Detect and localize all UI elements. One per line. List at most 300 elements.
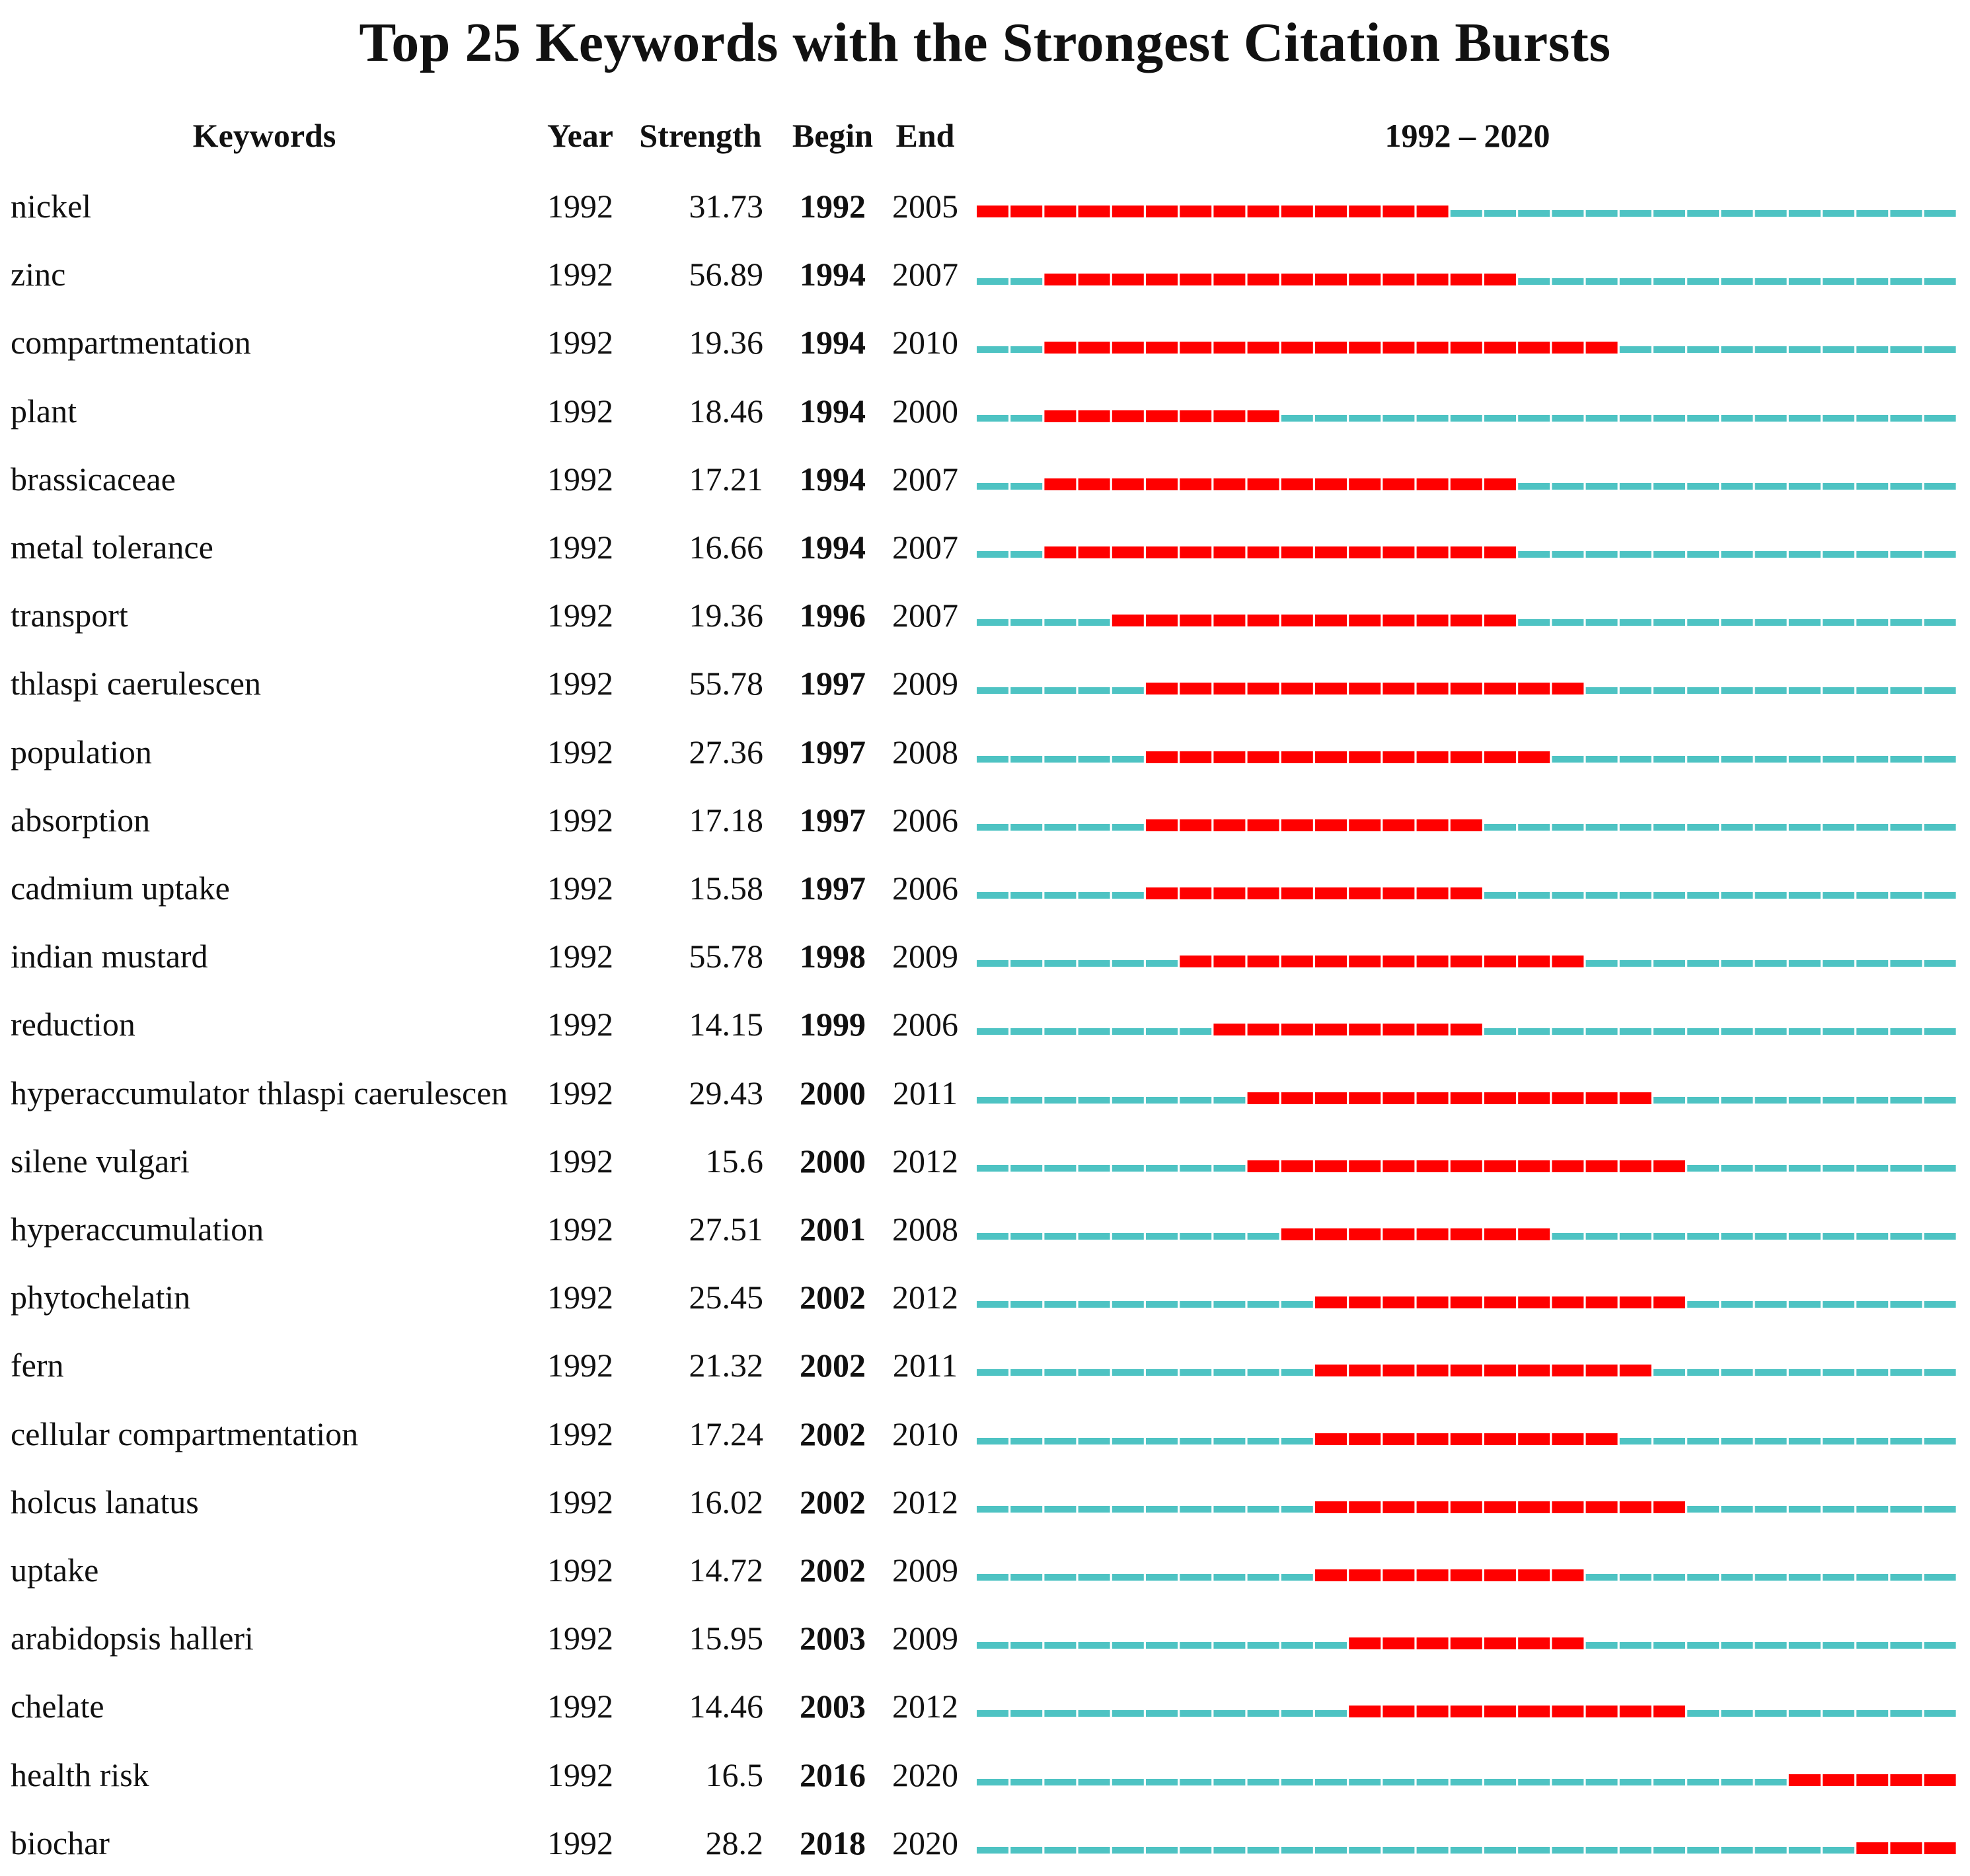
timeline-segment — [1653, 1847, 1685, 1854]
timeline-segment — [1924, 1506, 1956, 1513]
burst-timeline — [977, 1469, 1958, 1535]
timeline-segment — [977, 756, 1008, 763]
timeline-segment — [1687, 824, 1719, 831]
timeline-segment — [1112, 756, 1144, 763]
timeline-segment — [1687, 1574, 1719, 1581]
timeline-segment — [1484, 892, 1516, 899]
timeline-segment — [1755, 1438, 1787, 1445]
begin-cell: 1998 — [800, 938, 866, 975]
timeline-segment — [1721, 1301, 1753, 1308]
table-row — [0, 991, 1970, 1057]
timeline-segment — [1721, 1369, 1753, 1376]
timeline-segment — [1586, 892, 1618, 899]
burst-segment — [1823, 1774, 1854, 1786]
burst-timeline — [977, 378, 1958, 444]
burst-segment — [1383, 1160, 1414, 1172]
burst-segment — [1383, 751, 1414, 763]
timeline-segment — [1248, 1506, 1279, 1513]
keyword-cell: absorption — [11, 801, 151, 839]
table-row — [0, 1264, 1970, 1330]
table-row — [0, 514, 1970, 580]
burst-segment — [1079, 410, 1110, 422]
burst-segment — [1315, 1092, 1347, 1104]
burst-segment — [1044, 410, 1076, 422]
burst-segment — [1620, 1501, 1651, 1513]
timeline-segment — [1213, 1779, 1245, 1785]
burst-segment — [1349, 819, 1381, 831]
timeline-segment — [1620, 210, 1651, 217]
timeline-segment — [1755, 619, 1787, 626]
timeline-segment — [1079, 824, 1110, 831]
burst-segment — [1315, 546, 1347, 558]
timeline-segment — [1856, 1574, 1888, 1581]
strength-cell: 18.46 — [689, 392, 763, 430]
timeline-segment — [1180, 1847, 1211, 1854]
strength-cell: 16.66 — [689, 529, 763, 566]
timeline-segment — [1890, 551, 1922, 558]
keyword-cell: zinc — [11, 256, 66, 293]
begin-cell: 2000 — [800, 1142, 866, 1180]
timeline-segment — [1924, 892, 1956, 899]
burst-segment — [1383, 615, 1414, 626]
timeline-segment — [977, 1301, 1008, 1308]
timeline-segment — [977, 278, 1008, 285]
burst-segment — [1653, 1501, 1685, 1513]
timeline-segment — [1823, 278, 1854, 285]
timeline-segment — [1721, 892, 1753, 899]
strength-cell: 55.78 — [689, 665, 763, 702]
begin-cell: 2002 — [800, 1483, 866, 1520]
header-end: End — [895, 117, 955, 154]
end-cell: 2007 — [892, 460, 958, 498]
timeline-segment — [1721, 483, 1753, 490]
burst-segment — [1417, 274, 1449, 285]
timeline-segment — [1721, 1506, 1753, 1513]
burst-segment — [1518, 751, 1550, 763]
timeline-segment — [1248, 1847, 1279, 1854]
timeline-segment — [1789, 1574, 1821, 1581]
timeline-segment — [1653, 1438, 1685, 1445]
timeline-segment — [1281, 1369, 1313, 1376]
timeline-segment — [1044, 1165, 1076, 1172]
burst-segment — [1180, 410, 1211, 422]
burst-segment — [1248, 478, 1279, 490]
keyword-cell: metal tolerance — [11, 529, 213, 566]
timeline-segment — [1281, 415, 1313, 422]
timeline-segment — [1721, 346, 1753, 353]
timeline-segment — [977, 1097, 1008, 1104]
timeline-segment — [1890, 415, 1922, 422]
timeline-segment — [1044, 1574, 1076, 1581]
begin-cell: 1997 — [800, 801, 866, 839]
timeline-segment — [1180, 1438, 1211, 1445]
burst-segment — [1281, 546, 1313, 558]
burst-segment — [1112, 342, 1144, 354]
timeline-segment — [1180, 1301, 1211, 1308]
burst-segment — [1383, 1024, 1414, 1035]
table-row — [0, 719, 1970, 785]
burst-segment — [1349, 546, 1381, 558]
begin-cell: 2003 — [800, 1620, 866, 1657]
burst-timeline — [977, 1401, 1958, 1467]
end-cell: 2008 — [892, 1211, 958, 1248]
timeline-segment — [1890, 960, 1922, 967]
burst-segment — [1417, 1160, 1449, 1172]
burst-segment — [1586, 1501, 1618, 1513]
burst-segment — [1890, 1774, 1922, 1786]
timeline-segment — [1687, 960, 1719, 967]
strength-cell: 17.18 — [689, 801, 763, 839]
timeline-segment — [977, 1233, 1008, 1240]
strength-cell: 17.24 — [689, 1415, 763, 1452]
timeline-segment — [1079, 619, 1110, 626]
header-strength: Strength — [639, 117, 762, 154]
burst-segment — [1383, 274, 1414, 285]
burst-segment — [1383, 1228, 1414, 1240]
timeline-segment — [1687, 1097, 1719, 1104]
year-cell: 1992 — [547, 597, 613, 634]
begin-cell: 1997 — [800, 665, 866, 702]
keyword-cell: chelate — [11, 1688, 104, 1725]
timeline-segment — [1755, 415, 1787, 422]
burst-segment — [1518, 342, 1550, 354]
burst-segment — [1451, 1228, 1482, 1240]
timeline-segment — [1924, 483, 1956, 490]
begin-cell: 1994 — [800, 392, 866, 430]
burst-segment — [1383, 1637, 1414, 1649]
burst-segment — [1315, 1569, 1347, 1581]
burst-segment — [1281, 1160, 1313, 1172]
timeline-segment — [1890, 687, 1922, 694]
burst-segment — [1180, 206, 1211, 217]
timeline-segment — [1789, 1097, 1821, 1104]
timeline-segment — [1484, 824, 1516, 831]
timeline-segment — [1079, 1438, 1110, 1445]
keyword-cell: indian mustard — [11, 938, 208, 975]
timeline-segment — [1079, 1233, 1110, 1240]
burst-segment — [1281, 1228, 1313, 1240]
burst-segment — [1079, 274, 1110, 285]
timeline-segment — [1112, 1165, 1144, 1172]
burst-segment — [1349, 1092, 1381, 1104]
burst-segment — [1248, 887, 1279, 899]
burst-segment — [1383, 206, 1414, 217]
timeline-segment — [1146, 1028, 1178, 1035]
burst-segment — [1484, 478, 1516, 490]
timeline-segment — [1823, 1165, 1854, 1172]
burst-segment — [1451, 1024, 1482, 1035]
burst-segment — [1586, 1365, 1618, 1376]
burst-segment — [1451, 1296, 1482, 1308]
burst-segment — [1552, 1365, 1583, 1376]
burst-timeline — [977, 991, 1958, 1057]
timeline-segment — [1010, 687, 1042, 694]
burst-segment — [1349, 1501, 1381, 1513]
timeline-segment — [977, 415, 1008, 422]
end-cell: 2006 — [892, 801, 958, 839]
begin-cell: 1996 — [800, 597, 866, 634]
burst-timeline — [977, 1810, 1958, 1876]
burst-segment — [1146, 683, 1178, 694]
year-cell: 1992 — [547, 460, 613, 498]
table-row — [0, 1537, 1970, 1603]
burst-timeline — [977, 923, 1958, 989]
burst-segment — [1281, 1024, 1313, 1035]
timeline-segment — [1755, 1097, 1787, 1104]
timeline-segment — [1687, 1301, 1719, 1308]
timeline-segment — [1552, 1028, 1583, 1035]
timeline-segment — [1687, 1642, 1719, 1649]
timeline-segment — [1653, 483, 1685, 490]
timeline-segment — [1518, 1847, 1550, 1854]
timeline-segment — [1687, 1233, 1719, 1240]
timeline-segment — [1687, 1710, 1719, 1717]
keyword-cell: hyperaccumulator thlaspi caerulescen — [11, 1074, 508, 1111]
timeline-segment — [1721, 278, 1753, 285]
year-cell: 1992 — [547, 1483, 613, 1520]
timeline-segment — [1180, 1028, 1211, 1035]
timeline-segment — [1586, 278, 1618, 285]
timeline-segment — [1721, 824, 1753, 831]
burst-segment — [1484, 1365, 1516, 1376]
burst-segment — [1315, 1433, 1347, 1445]
timeline-segment — [1079, 1574, 1110, 1581]
burst-segment — [1417, 1501, 1449, 1513]
timeline-segment — [1213, 1506, 1245, 1513]
year-cell: 1992 — [547, 256, 613, 293]
timeline-segment — [1721, 1642, 1753, 1649]
timeline-segment — [1315, 415, 1347, 422]
burst-segment — [1484, 956, 1516, 967]
burst-segment — [1586, 1706, 1618, 1717]
strength-cell: 31.73 — [689, 188, 763, 225]
timeline-segment — [1890, 1438, 1922, 1445]
burst-segment — [1281, 956, 1313, 967]
timeline-segment — [1653, 1028, 1685, 1035]
burst-timeline — [977, 1605, 1958, 1671]
strength-cell: 16.5 — [705, 1756, 763, 1793]
timeline-segment — [1789, 1438, 1821, 1445]
timeline-segment — [1823, 210, 1854, 217]
end-cell: 2007 — [892, 256, 958, 293]
burst-segment — [1349, 1433, 1381, 1445]
timeline-segment — [1248, 1779, 1279, 1785]
burst-segment — [1146, 615, 1178, 626]
timeline-segment — [1044, 1506, 1076, 1513]
timeline-segment — [1315, 1847, 1347, 1854]
timeline-segment — [1620, 1847, 1651, 1854]
timeline-segment — [1620, 1779, 1651, 1785]
burst-segment — [1315, 956, 1347, 967]
timeline-segment — [1180, 1779, 1211, 1785]
timeline-segment — [1755, 1506, 1787, 1513]
timeline-segment — [1079, 1301, 1110, 1308]
burst-segment — [1383, 683, 1414, 694]
timeline-segment — [1484, 1779, 1516, 1785]
timeline-segment — [1924, 278, 1956, 285]
burst-segment — [1451, 342, 1482, 354]
burst-segment — [1315, 1228, 1347, 1240]
burst-segment — [1518, 683, 1550, 694]
timeline-segment — [1620, 278, 1651, 285]
timeline-segment — [977, 824, 1008, 831]
timeline-segment — [1687, 346, 1719, 353]
burst-segment — [1213, 683, 1245, 694]
timeline-segment — [1518, 892, 1550, 899]
burst-segment — [1315, 342, 1347, 354]
burst-segment — [1451, 1501, 1482, 1513]
timeline-segment — [1079, 1642, 1110, 1649]
burst-segment — [1281, 819, 1313, 831]
timeline-segment — [1653, 415, 1685, 422]
burst-segment — [1417, 819, 1449, 831]
burst-segment — [1213, 615, 1245, 626]
timeline-segment — [1079, 1369, 1110, 1376]
timeline-segment — [1044, 687, 1076, 694]
timeline-segment — [1924, 1710, 1956, 1717]
timeline-segment — [1281, 1506, 1313, 1513]
timeline-segment — [1451, 415, 1482, 422]
table-row — [0, 378, 1970, 444]
burst-timeline — [977, 514, 1958, 580]
timeline-segment — [1890, 1097, 1922, 1104]
timeline-segment — [1890, 210, 1922, 217]
timeline-segment — [1281, 1779, 1313, 1785]
table-row — [0, 1673, 1970, 1739]
timeline-segment — [1687, 619, 1719, 626]
timeline-segment — [1721, 687, 1753, 694]
burst-segment — [1010, 206, 1042, 217]
timeline-segment — [1010, 1574, 1042, 1581]
year-cell: 1992 — [547, 801, 613, 839]
timeline-segment — [1518, 824, 1550, 831]
end-cell: 2012 — [892, 1279, 958, 1316]
timeline-segment — [1789, 619, 1821, 626]
timeline-segment — [1856, 1165, 1888, 1172]
timeline-segment — [1924, 1097, 1956, 1104]
burst-segment — [1281, 274, 1313, 285]
burst-segment — [1315, 206, 1347, 217]
timeline-segment — [1112, 960, 1144, 967]
burst-segment — [1349, 206, 1381, 217]
year-cell: 1992 — [547, 1211, 613, 1248]
timeline-segment — [1789, 210, 1821, 217]
timeline-segment — [1620, 960, 1651, 967]
year-cell: 1992 — [547, 1552, 613, 1589]
burst-segment — [1518, 956, 1550, 967]
timeline-segment — [1112, 824, 1144, 831]
timeline-segment — [1484, 415, 1516, 422]
burst-segment — [1315, 1024, 1347, 1035]
timeline-segment — [1653, 1369, 1685, 1376]
timeline-segment — [1755, 551, 1787, 558]
keyword-cell: holcus lanatus — [11, 1483, 199, 1520]
timeline-segment — [977, 687, 1008, 694]
burst-segment — [1552, 1092, 1583, 1104]
timeline-segment — [1924, 346, 1956, 353]
timeline-segment — [1789, 1642, 1821, 1649]
timeline-segment — [1620, 1574, 1651, 1581]
begin-cell: 2001 — [800, 1211, 866, 1248]
year-cell: 1992 — [547, 1756, 613, 1793]
timeline-segment — [1213, 1710, 1245, 1717]
timeline-segment — [1146, 1369, 1178, 1376]
timeline-segment — [1721, 1574, 1753, 1581]
timeline-segment — [1755, 1779, 1787, 1785]
timeline-segment — [1687, 483, 1719, 490]
burst-segment — [1349, 478, 1381, 490]
burst-segment — [1281, 615, 1313, 626]
timeline-segment — [1248, 1710, 1279, 1717]
timeline-segment — [1924, 1438, 1956, 1445]
burst-segment — [1180, 546, 1211, 558]
timeline-segment — [1010, 1710, 1042, 1717]
burst-segment — [1451, 1433, 1482, 1445]
header-begin: Begin — [792, 117, 874, 154]
keyword-cell: biochar — [11, 1824, 110, 1861]
burst-segment — [1417, 1092, 1449, 1104]
burst-segment — [1620, 1296, 1651, 1308]
burst-segment — [1417, 956, 1449, 967]
burst-segment — [1112, 615, 1144, 626]
timeline-segment — [1044, 892, 1076, 899]
timeline-segment — [1789, 415, 1821, 422]
timeline-segment — [1856, 1642, 1888, 1649]
timeline-segment — [1755, 1301, 1787, 1308]
burst-segment — [1213, 1024, 1245, 1035]
timeline-segment — [1620, 346, 1651, 353]
timeline-segment — [1518, 278, 1550, 285]
timeline-segment — [1890, 756, 1922, 763]
burst-segment — [1315, 751, 1347, 763]
burst-segment — [1586, 1092, 1618, 1104]
timeline-segment — [1248, 1301, 1279, 1308]
burst-segment — [1518, 1296, 1550, 1308]
timeline-segment — [1112, 1438, 1144, 1445]
timeline-segment — [1755, 1028, 1787, 1035]
strength-cell: 19.36 — [689, 324, 763, 361]
timeline-segment — [1146, 1233, 1178, 1240]
timeline-segment — [1789, 1369, 1821, 1376]
timeline-segment — [1721, 1847, 1753, 1854]
table-row — [0, 173, 1970, 239]
timeline-segment — [1552, 551, 1583, 558]
timeline-segment — [1924, 756, 1956, 763]
keyword-cell: fern — [11, 1347, 64, 1384]
timeline-segment — [1010, 1097, 1042, 1104]
timeline-segment — [1721, 960, 1753, 967]
timeline-segment — [1213, 1574, 1245, 1581]
burst-timeline — [977, 1673, 1958, 1739]
timeline-segment — [1789, 551, 1821, 558]
keyword-cell: cellular compartmentation — [11, 1415, 359, 1452]
burst-segment — [1417, 206, 1449, 217]
burst-segment — [1180, 887, 1211, 899]
burst-segment — [1451, 1569, 1482, 1581]
timeline-segment — [1112, 1710, 1144, 1717]
timeline-segment — [1112, 687, 1144, 694]
timeline-segment — [1180, 1710, 1211, 1717]
burst-segment — [1213, 819, 1245, 831]
year-cell: 1992 — [547, 324, 613, 361]
timeline-segment — [1010, 892, 1042, 899]
timeline-segment — [1856, 1028, 1888, 1035]
burst-segment — [1180, 751, 1211, 763]
burst-segment — [1248, 274, 1279, 285]
timeline-segment — [1924, 1369, 1956, 1376]
burst-segment — [1890, 1842, 1922, 1854]
burst-segment — [1484, 1228, 1516, 1240]
